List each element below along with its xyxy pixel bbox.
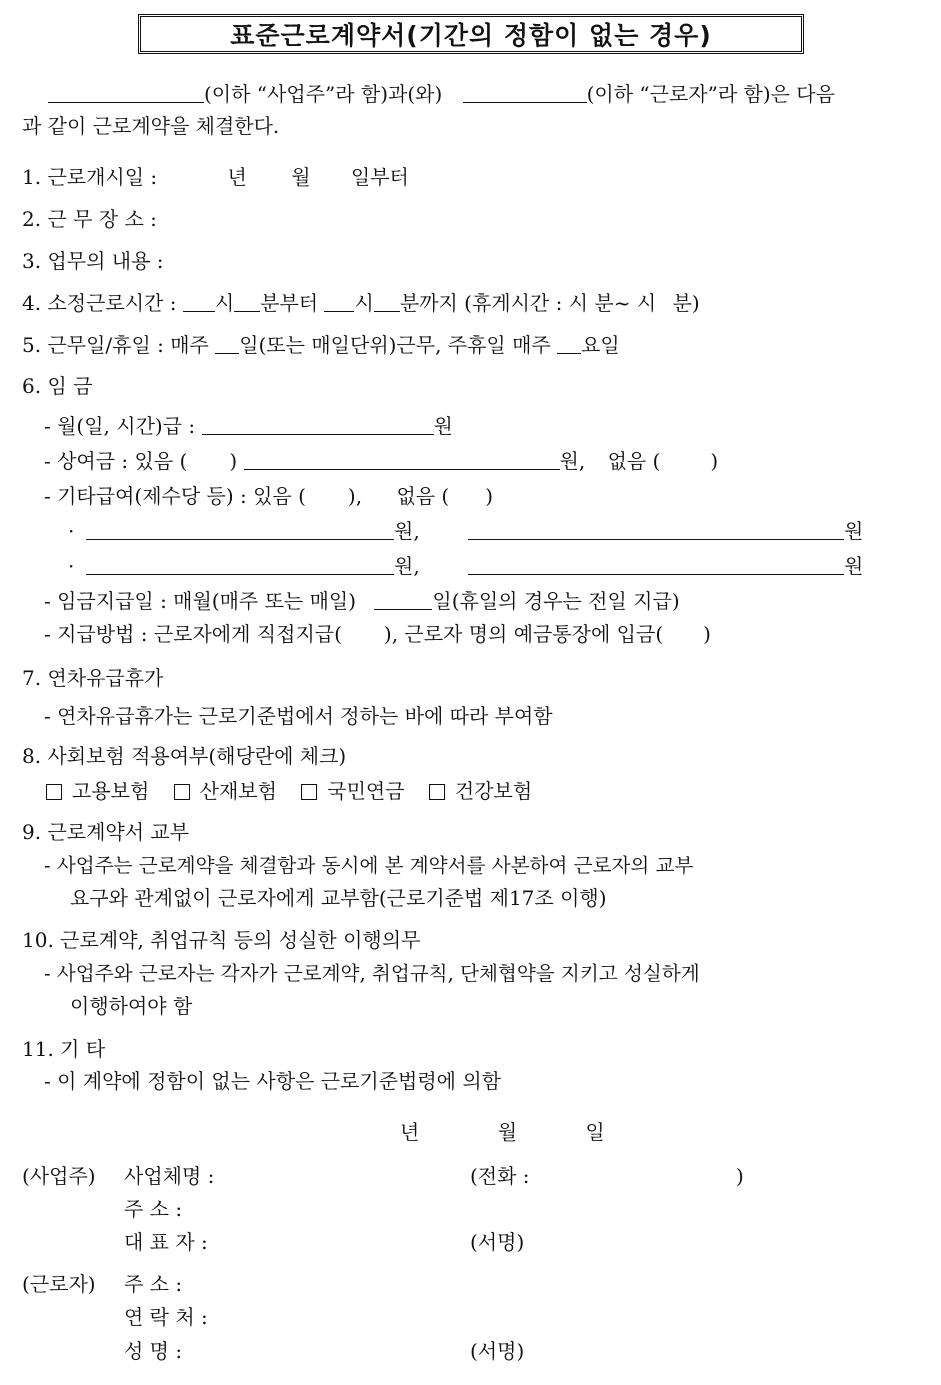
bank-deposit-label: ), 근로자 명의 예금통장에 입금( <box>383 622 664 646</box>
break-hour-label: 시 <box>636 291 657 315</box>
workdays-blank[interactable] <box>215 331 239 354</box>
other-pay-none-label: 없음 ( <box>396 484 450 508</box>
employment-insurance-checkbox[interactable] <box>46 784 62 800</box>
contract-date <box>400 1118 605 1146</box>
employer-company: 사업체명 : <box>124 1164 215 1188</box>
health-insurance-label: 건강보험 <box>454 779 533 803</box>
paren-close: ) <box>229 449 238 473</box>
break-minute-label: 분) <box>672 291 700 315</box>
item-10-desc-1: - 사업주와 근로자는 각자가 근로계약, 취업규칙, 단체협약을 지키고 성실하게 <box>44 962 700 985</box>
employer-representative: 대 표 자 : <box>124 1230 208 1254</box>
national-pension-checkbox[interactable] <box>301 784 317 800</box>
item-4-work-hours <box>22 289 700 317</box>
day-label: 일 <box>585 1120 605 1144</box>
item-7-desc: - 연차유급휴가는 근로기준법에서 정하는 바에 따라 부여함 <box>44 704 553 728</box>
bullet-dot: · <box>68 554 75 578</box>
intro-line-2: 과 같이 근로계약을 체결한다. <box>22 114 280 138</box>
item-5-label: 5. 근무일/휴일 : 매주 <box>22 333 209 357</box>
won-label: 원, <box>559 449 586 473</box>
employer-tag: (사업주) <box>22 1164 96 1188</box>
month-label: 월 <box>497 1120 518 1144</box>
health-insurance-checkbox[interactable] <box>429 784 445 800</box>
employer-phone-close: ) <box>736 1164 744 1188</box>
wage-line <box>44 412 453 440</box>
national-pension-label: 국민연금 <box>327 779 405 803</box>
item-5-workdays <box>22 331 620 359</box>
item-1-label: 1. 근로개시일 : <box>22 165 158 189</box>
title-box <box>138 14 804 54</box>
weekly-holiday-blank[interactable] <box>557 331 581 354</box>
direct-pay-label: - 지급방법 : 근로자에게 직접지급( <box>44 622 342 646</box>
year-label: 년 <box>400 1120 420 1144</box>
insurance-options <box>46 777 532 805</box>
bonus-line <box>44 447 718 475</box>
item-11-other: 11. 기 타 <box>22 1037 106 1061</box>
won-label: 원, <box>394 554 420 578</box>
item-10-desc-2: 이행하여야 함 <box>70 994 193 1018</box>
item-4-label: 4. 소정근로시간 : <box>22 291 177 315</box>
other-pay-row-2 <box>68 552 863 580</box>
item-9-desc-1: - 사업주는 근로계약을 체결함과 동시에 본 계약서를 사본하여 근로자의 교부 <box>44 854 694 877</box>
paren-close: ) <box>710 449 719 473</box>
intro-worker-ref: (이하 “근로자”라 함)은 다음 <box>586 82 835 106</box>
industrial-accident-label: 산재보험 <box>199 779 277 803</box>
employer-phone: (전화 : <box>470 1164 530 1188</box>
wage-label: - 월(일, 시간)급 : <box>44 414 196 438</box>
employer-signature: (서명) <box>470 1230 525 1254</box>
end-minute-blank[interactable] <box>374 289 400 312</box>
day-label: 일부터 <box>350 165 409 189</box>
paren-close: ), <box>347 484 363 508</box>
worker-signature: (서명) <box>470 1339 525 1363</box>
month-label: 월 <box>291 165 311 189</box>
employer-name-blank[interactable] <box>48 80 204 103</box>
hour-label: 시 <box>214 291 235 315</box>
other-pay-item-1-blank[interactable] <box>86 517 394 540</box>
paren-close: ) <box>703 622 711 646</box>
item-6-wage: 6. 임 금 <box>22 374 93 398</box>
payday-blank[interactable] <box>374 587 432 610</box>
industrial-accident-checkbox[interactable] <box>174 784 190 800</box>
item-1-start-date <box>22 163 409 191</box>
item-9-contract-delivery: 9. 근로계약서 교부 <box>22 820 190 844</box>
other-pay-line <box>44 482 493 510</box>
worker-contact: 연 락 처 : <box>124 1305 208 1329</box>
break-hour-label: 시 <box>568 291 589 315</box>
item-9-desc-2: 요구와 관계없이 근로자에게 교부함(근로기준법 제17조 이행) <box>70 886 607 910</box>
item-2-workplace: 2. 근 무 장 소 : <box>22 207 157 231</box>
item-7-annual-leave: 7. 연차유급휴가 <box>22 666 164 690</box>
won-label: 원 <box>844 519 864 543</box>
other-pay-item-3-blank[interactable] <box>86 552 394 575</box>
workdays-text: 일(또는 매일단위)근무, 주휴일 매주 <box>239 333 551 357</box>
item-3-duties: 3. 업무의 내용 : <box>22 249 164 273</box>
worker-tag: (근로자) <box>22 1272 96 1296</box>
payday-label: - 임금지급일 : 매월(매주 또는 매일) <box>44 589 357 613</box>
bonus-amount-blank[interactable] <box>244 447 560 470</box>
weekday-label: 요일 <box>581 333 620 357</box>
employment-insurance-label: 고용보험 <box>72 779 150 803</box>
other-pay-item-4-blank[interactable] <box>468 552 844 575</box>
minute-until-label: 분까지 <box>399 291 458 315</box>
worker-name-blank[interactable] <box>463 80 587 103</box>
start-hour-blank[interactable] <box>183 289 215 312</box>
employer-address: 주 소 : <box>124 1197 183 1221</box>
end-hour-blank[interactable] <box>324 289 354 312</box>
other-pay-row-1 <box>68 517 863 545</box>
won-label: 원 <box>844 554 864 578</box>
intro-employer-ref: (이하 “사업주”라 함)과(와) <box>204 82 443 106</box>
bonus-label: - 상여금 : 있음 ( <box>44 449 188 473</box>
year-label: 년 <box>227 165 247 189</box>
minute-from-label: 분부터 <box>260 291 319 315</box>
break-time-label: (휴게시간 : <box>464 291 563 315</box>
bonus-none-label: 없음 ( <box>607 449 661 473</box>
worker-name: 성 명 : <box>124 1339 183 1363</box>
other-pay-item-2-blank[interactable] <box>468 517 844 540</box>
item-10-obligations: 10. 근로계약, 취업규칙 등의 성실한 이행의무 <box>22 928 421 952</box>
wage-amount-blank[interactable] <box>202 412 434 435</box>
hour-label: 시 <box>354 291 374 315</box>
page-title: 표준근로계약서(기간의 정함이 없는 경우) <box>230 21 712 50</box>
item-11-desc: - 이 계약에 정함이 없는 사항은 근로기준법령에 의함 <box>44 1069 501 1093</box>
item-8-social-insurance: 8. 사회보험 적용여부(해당란에 체크) <box>22 744 347 768</box>
payday-line <box>44 587 680 615</box>
won-label: 원 <box>433 414 453 438</box>
bullet-dot: · <box>68 519 75 543</box>
payday-note: 일(휴일의 경우는 전일 지급) <box>432 589 680 613</box>
start-minute-blank[interactable] <box>234 289 260 312</box>
other-pay-label: - 기타급여(제수당 등) : 있음 ( <box>44 484 306 508</box>
break-minute-label: 분~ <box>594 291 631 315</box>
paren-close: ) <box>485 484 494 508</box>
won-label: 원, <box>394 519 420 543</box>
intro-line-1 <box>48 80 835 108</box>
payment-method-line <box>44 620 711 648</box>
worker-address: 주 소 : <box>124 1272 183 1296</box>
